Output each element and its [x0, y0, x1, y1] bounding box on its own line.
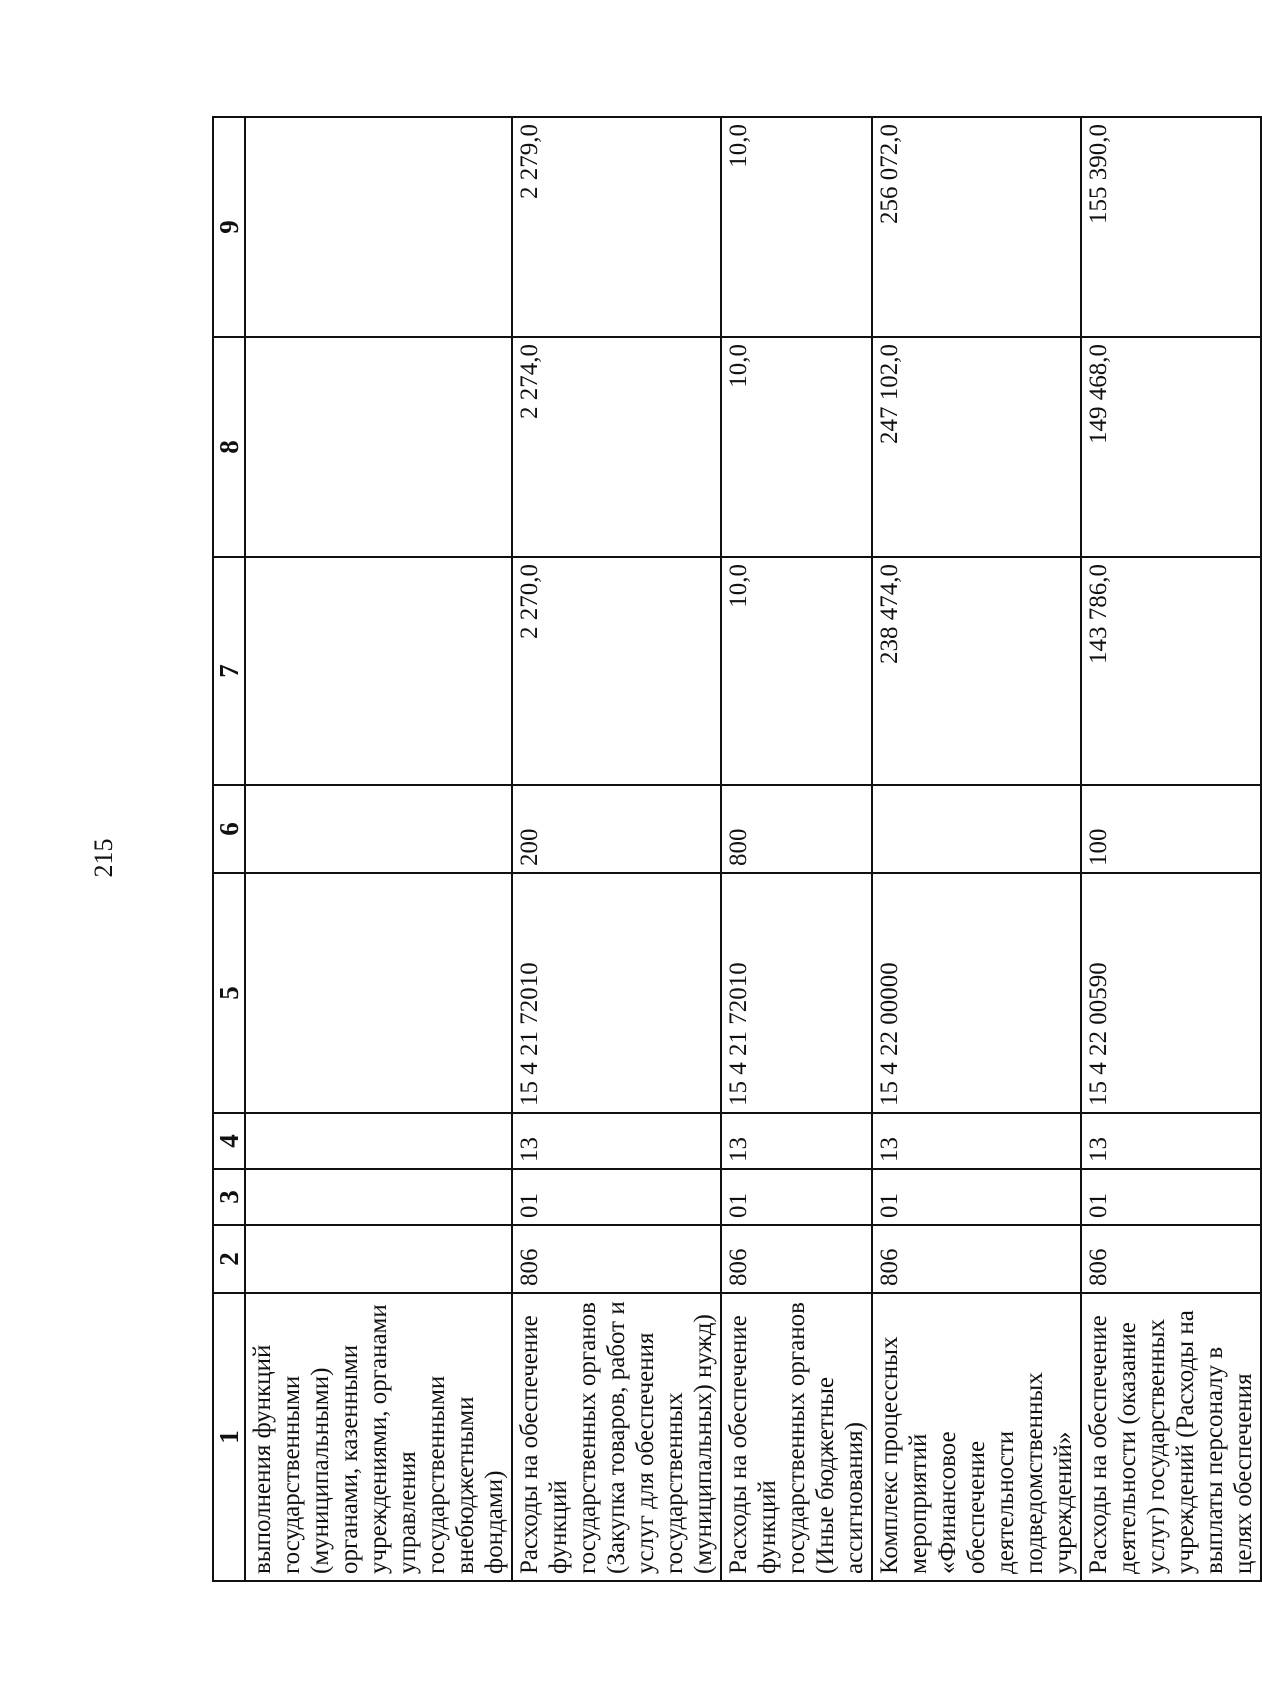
column-header-5: 5 — [213, 873, 245, 1113]
cell-c8 — [245, 337, 512, 557]
column-header-7: 7 — [213, 557, 245, 785]
table-row — [721, 117, 872, 1581]
column-header-8: 8 — [213, 337, 245, 557]
cell-c9: 10,0 — [721, 117, 872, 337]
table-row — [1081, 117, 1261, 1581]
column-header-2: 2 — [213, 1225, 245, 1293]
cell-c2: 806 — [721, 1225, 872, 1293]
cell-c8: 2 274,0 — [512, 337, 721, 557]
cell-c5 — [245, 873, 512, 1113]
cell-c7: 2 270,0 — [512, 557, 721, 785]
cell-c2: 806 — [1081, 1225, 1261, 1293]
cell-c5: 15 4 22 00000 — [872, 873, 1081, 1113]
cell-c9: 256 072,0 — [872, 117, 1081, 337]
cell-c9 — [245, 117, 512, 337]
cell-c3: 01 — [512, 1169, 721, 1225]
cell-c9: 2 279,0 — [512, 117, 721, 337]
cell-c4: 13 — [721, 1113, 872, 1169]
cell-c6: 100 — [1081, 785, 1261, 873]
cell-c2: 806 — [512, 1225, 721, 1293]
cell-c3 — [245, 1169, 512, 1225]
cell-c6 — [245, 785, 512, 873]
cell-c6 — [872, 785, 1081, 873]
cell-c8: 10,0 — [721, 337, 872, 557]
row-name: выполнения функций государственными (муниципальными) органами, казенными учреждениями, органами управления государственными внебюджетными фондами) — [245, 1293, 512, 1581]
column-header-9: 9 — [213, 117, 245, 337]
cell-c3: 01 — [721, 1169, 872, 1225]
table-row — [872, 117, 1081, 1581]
cell-c7: 238 474,0 — [872, 557, 1081, 785]
page-number: 215 — [89, 838, 118, 878]
column-header-3: 3 — [213, 1169, 245, 1225]
cell-c4: 13 — [1081, 1113, 1261, 1169]
row-name: Расходы на обеспечение функций государственных органов (Закупка товаров, работ и услуг для обеспечения государственных (муниципальных) нужд) — [512, 1293, 721, 1581]
cell-c9: 155 390,0 — [1081, 117, 1261, 337]
cell-c7 — [245, 557, 512, 785]
cell-c2: 806 — [872, 1225, 1081, 1293]
row-name: Расходы на обеспечение деятельности (оказание услуг) государственных учреждений (Расходы на выплаты персоналу в целях обеспечения — [1081, 1293, 1261, 1581]
cell-c7: 143 786,0 — [1081, 557, 1261, 785]
cell-c5: 15 4 22 00590 — [1081, 873, 1261, 1113]
cell-c8: 247 102,0 — [872, 337, 1081, 557]
budget-table-rotated — [212, 118, 1257, 1582]
column-header-4: 4 — [213, 1113, 245, 1169]
cell-c6: 800 — [721, 785, 872, 873]
table-row — [512, 117, 721, 1581]
cell-c3: 01 — [872, 1169, 1081, 1225]
cell-c2 — [245, 1225, 512, 1293]
cell-c8: 149 468,0 — [1081, 337, 1261, 557]
header-row — [213, 117, 245, 1581]
cell-c5: 15 4 21 72010 — [512, 873, 721, 1113]
cell-c4: 13 — [872, 1113, 1081, 1169]
cell-c5: 15 4 21 72010 — [721, 873, 872, 1113]
column-header-1: 1 — [213, 1293, 245, 1581]
row-name: Расходы на обеспечение функций государственных органов (Иные бюджетные ассигнования) — [721, 1293, 872, 1581]
cell-c6: 200 — [512, 785, 721, 873]
cell-c4 — [245, 1113, 512, 1169]
cell-c4: 13 — [512, 1113, 721, 1169]
budget-table — [212, 116, 1262, 1582]
table-row — [245, 117, 512, 1581]
column-header-6: 6 — [213, 785, 245, 873]
row-name: Комплекс процессных мероприятий «Финансовое обеспечение деятельности подведомственных учреждений» — [872, 1293, 1081, 1581]
cell-c7: 10,0 — [721, 557, 872, 785]
cell-c3: 01 — [1081, 1169, 1261, 1225]
